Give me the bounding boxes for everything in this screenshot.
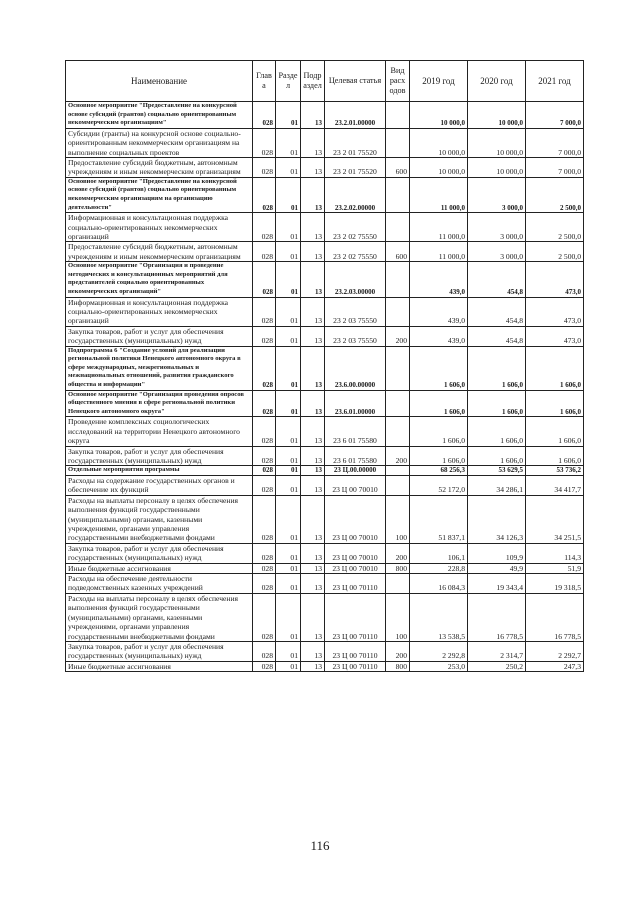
table-row (66, 417, 584, 446)
row-name-cell: Основное мероприятие "Организация и проведение методических и консультационных мероприятий для представителей социально ориентированных некоммерческих организаций" (66, 262, 253, 297)
row-2020-cell: 250,2 (468, 661, 526, 671)
row-name-cell: Информационная и консультационная поддержка социально-ориентированных некоммерческих организаций (66, 297, 253, 326)
header-2021: 2021 год (526, 61, 584, 102)
row-razdel-cell: 01 (276, 476, 301, 496)
table-row (66, 661, 584, 671)
row-2021-cell: 7 000,0 (526, 102, 584, 129)
row-target-cell: 23 2 01 75520 (325, 158, 386, 178)
row-glava-cell: 028 (253, 661, 276, 671)
table-row (66, 177, 584, 212)
row-podrazdel-cell: 13 (301, 574, 325, 594)
row-podrazdel-cell: 13 (301, 641, 325, 661)
row-2021-cell: 2 500,0 (526, 242, 584, 262)
row-target-cell: 23 Ц 00 70110 (325, 593, 386, 641)
row-2021-cell: 16 778,5 (526, 593, 584, 641)
row-2020-cell: 3 000,0 (468, 213, 526, 242)
row-name-cell: Отдельные мероприятия программы (66, 466, 253, 476)
row-razdel-cell: 01 (276, 495, 301, 543)
row-2019-cell: 10 000,0 (410, 158, 468, 178)
row-2019-cell: 11 000,0 (410, 177, 468, 212)
row-target-cell: 23.2.03.00000 (325, 262, 386, 297)
row-2019-cell: 253,0 (410, 661, 468, 671)
row-2021-cell: 473,0 (526, 262, 584, 297)
row-name-cell: Субсидии (гранты) на конкурсной основе социально-ориентированным некоммерческим организациям на выполнение социальных проектов (66, 128, 253, 157)
row-glava-cell: 028 (253, 177, 276, 212)
table-header-row (66, 61, 584, 102)
row-2021-cell: 1 606,0 (526, 417, 584, 446)
row-podrazdel-cell: 13 (301, 390, 325, 417)
row-2021-cell: 2 500,0 (526, 213, 584, 242)
row-2021-cell: 34 417,7 (526, 476, 584, 496)
row-2019-cell: 13 538,5 (410, 593, 468, 641)
row-target-cell: 23.2.02.00000 (325, 177, 386, 212)
row-2020-cell: 109,9 (468, 543, 526, 563)
row-target-cell: 23 2 03 75550 (325, 297, 386, 326)
row-2019-cell: 10 000,0 (410, 128, 468, 157)
row-2019-cell: 51 837,1 (410, 495, 468, 543)
row-glava-cell: 028 (253, 213, 276, 242)
row-2020-cell: 2 314,7 (468, 641, 526, 661)
header-glava: Глав а (253, 61, 276, 102)
row-2021-cell: 19 318,5 (526, 574, 584, 594)
row-2021-cell: 2 500,0 (526, 177, 584, 212)
row-podrazdel-cell: 13 (301, 242, 325, 262)
row-2020-cell: 1 606,0 (468, 390, 526, 417)
row-razdel-cell: 01 (276, 158, 301, 178)
row-2019-cell: 106,1 (410, 543, 468, 563)
row-target-cell: 23 2 01 75520 (325, 128, 386, 157)
row-podrazdel-cell: 13 (301, 128, 325, 157)
row-2021-cell: 53 736,2 (526, 466, 584, 476)
row-2019-cell: 1 606,0 (410, 417, 468, 446)
row-glava-cell: 028 (253, 574, 276, 594)
row-2020-cell: 10 000,0 (468, 102, 526, 129)
table-row (66, 495, 584, 543)
row-glava-cell: 028 (253, 641, 276, 661)
table-body (66, 102, 584, 672)
row-vid-cell (386, 297, 410, 326)
row-2019-cell: 1 606,0 (410, 346, 468, 390)
row-name-cell: Основное мероприятие "Предоставление на конкурсной основе субсидий (грантов) социально ориентированным некоммерческим организациям на организацию деятельности" (66, 177, 253, 212)
row-podrazdel-cell: 13 (301, 543, 325, 563)
table-row (66, 476, 584, 496)
row-vid-cell: 800 (386, 661, 410, 671)
row-glava-cell: 028 (253, 242, 276, 262)
table-row (66, 390, 584, 417)
table-row (66, 297, 584, 326)
row-2021-cell: 473,0 (526, 297, 584, 326)
row-2020-cell: 49,9 (468, 563, 526, 573)
row-glava-cell: 028 (253, 326, 276, 346)
row-2021-cell: 247,3 (526, 661, 584, 671)
row-2019-cell: 228,8 (410, 563, 468, 573)
table-row (66, 346, 584, 390)
row-vid-cell (386, 574, 410, 594)
row-2021-cell: 51,9 (526, 563, 584, 573)
row-2020-cell: 10 000,0 (468, 158, 526, 178)
table-row (66, 262, 584, 297)
row-podrazdel-cell: 13 (301, 446, 325, 466)
row-2019-cell: 11 000,0 (410, 242, 468, 262)
row-razdel-cell: 01 (276, 641, 301, 661)
row-2020-cell: 454,8 (468, 262, 526, 297)
row-target-cell: 23 2 02 75550 (325, 213, 386, 242)
header-vid: Вид расх одов (386, 61, 410, 102)
row-podrazdel-cell: 13 (301, 326, 325, 346)
row-2020-cell: 34 286,1 (468, 476, 526, 496)
row-podrazdel-cell: 13 (301, 297, 325, 326)
row-razdel-cell: 01 (276, 661, 301, 671)
row-razdel-cell: 01 (276, 466, 301, 476)
row-razdel-cell: 01 (276, 574, 301, 594)
row-glava-cell: 028 (253, 297, 276, 326)
row-2020-cell: 3 000,0 (468, 177, 526, 212)
row-name-cell: Закупка товаров, работ и услуг для обеспечения государственных (муниципальных) нужд (66, 326, 253, 346)
row-name-cell: Предоставление субсидий бюджетным, автономным учреждениям и иным некоммерческим организациям (66, 242, 253, 262)
header-2019: 2019 год (410, 61, 468, 102)
row-razdel-cell: 01 (276, 446, 301, 466)
table-row (66, 563, 584, 573)
row-glava-cell: 028 (253, 390, 276, 417)
row-target-cell: 23 Ц 00 70010 (325, 543, 386, 563)
row-razdel-cell: 01 (276, 213, 301, 242)
row-name-cell: Закупка товаров, работ и услуг для обеспечения государственных (муниципальных) нужд (66, 446, 253, 466)
row-2020-cell: 1 606,0 (468, 446, 526, 466)
row-name-cell: Расходы на обеспечение деятельности подведомственных казенных учреждений (66, 574, 253, 594)
table-row (66, 158, 584, 178)
row-2019-cell: 439,0 (410, 297, 468, 326)
row-vid-cell (386, 466, 410, 476)
row-2021-cell: 473,0 (526, 326, 584, 346)
row-glava-cell: 028 (253, 128, 276, 157)
row-2021-cell: 1 606,0 (526, 446, 584, 466)
row-target-cell: 23 Ц 00 70110 (325, 574, 386, 594)
row-podrazdel-cell: 13 (301, 177, 325, 212)
table-row (66, 641, 584, 661)
row-glava-cell: 028 (253, 543, 276, 563)
row-podrazdel-cell: 13 (301, 158, 325, 178)
row-2021-cell: 34 251,5 (526, 495, 584, 543)
row-vid-cell (386, 262, 410, 297)
row-name-cell: Подпрограмма 6 "Создание условий для реализации региональной политики Ненецкого автономного округа в сфере международных, межрегиональных и межнациональных отношений, развития гражданского общества и информации" (66, 346, 253, 390)
row-target-cell: 23 2 02 75550 (325, 242, 386, 262)
row-name-cell: Информационная и консультационная поддержка социально-ориентированных некоммерческих организаций (66, 213, 253, 242)
row-target-cell: 23 Ц 00 70110 (325, 661, 386, 671)
row-2020-cell: 1 606,0 (468, 417, 526, 446)
header-2020: 2020 год (468, 61, 526, 102)
row-2020-cell: 53 629,5 (468, 466, 526, 476)
row-razdel-cell: 01 (276, 102, 301, 129)
row-target-cell: 23 2 03 75550 (325, 326, 386, 346)
row-podrazdel-cell: 13 (301, 346, 325, 390)
row-glava-cell: 028 (253, 495, 276, 543)
row-vid-cell: 800 (386, 563, 410, 573)
row-2021-cell: 1 606,0 (526, 346, 584, 390)
row-glava-cell: 028 (253, 262, 276, 297)
row-vid-cell: 200 (386, 543, 410, 563)
row-target-cell: 23.6.00.00000 (325, 346, 386, 390)
row-razdel-cell: 01 (276, 346, 301, 390)
row-2019-cell: 16 084,3 (410, 574, 468, 594)
row-2019-cell: 68 256,3 (410, 466, 468, 476)
table-row (66, 574, 584, 594)
row-2020-cell: 1 606,0 (468, 346, 526, 390)
row-razdel-cell: 01 (276, 417, 301, 446)
row-name-cell: Расходы на выплаты персоналу в целях обеспечения выполнения функций государственными (муниципальными) органами, казенными учреждениями, органами управления государственными внебюджетными фондами (66, 495, 253, 543)
table-row (66, 466, 584, 476)
row-2019-cell: 1 606,0 (410, 390, 468, 417)
row-razdel-cell: 01 (276, 297, 301, 326)
row-name-cell: Расходы на выплаты персоналу в целях обеспечения выполнения функций государственными (муниципальными) органами, казенными учреждениями, органами управления государственными внебюджетными фондами (66, 593, 253, 641)
row-podrazdel-cell: 13 (301, 661, 325, 671)
row-vid-cell: 100 (386, 593, 410, 641)
row-razdel-cell: 01 (276, 563, 301, 573)
row-glava-cell: 028 (253, 417, 276, 446)
row-vid-cell (386, 390, 410, 417)
row-razdel-cell: 01 (276, 128, 301, 157)
row-name-cell: Основное мероприятие "Организация проведения опросов общественного мнения в сфере региональной политики Ненецкого автономного округа" (66, 390, 253, 417)
row-glava-cell: 028 (253, 563, 276, 573)
row-vid-cell (386, 213, 410, 242)
row-podrazdel-cell: 13 (301, 593, 325, 641)
row-podrazdel-cell: 13 (301, 262, 325, 297)
row-glava-cell: 028 (253, 158, 276, 178)
table-row (66, 543, 584, 563)
row-2021-cell: 1 606,0 (526, 390, 584, 417)
row-podrazdel-cell: 13 (301, 417, 325, 446)
row-2020-cell: 19 343,4 (468, 574, 526, 594)
row-razdel-cell: 01 (276, 262, 301, 297)
row-2021-cell: 114,3 (526, 543, 584, 563)
row-name-cell: Расходы на содержание государственных органов и обеспечение их функций (66, 476, 253, 496)
row-vid-cell (386, 476, 410, 496)
row-name-cell: Предоставление субсидий бюджетным, автономным учреждениям и иным некоммерческим организациям (66, 158, 253, 178)
table-row (66, 242, 584, 262)
row-podrazdel-cell: 13 (301, 476, 325, 496)
row-2019-cell: 11 000,0 (410, 213, 468, 242)
row-name-cell: Проведение комплексных социологических исследований на территории Ненецкого автономного округа (66, 417, 253, 446)
document-page (65, 60, 583, 672)
row-glava-cell: 028 (253, 446, 276, 466)
row-target-cell: 23.6.01.00000 (325, 390, 386, 417)
row-razdel-cell: 01 (276, 390, 301, 417)
row-name-cell: Иные бюджетные ассигнования (66, 563, 253, 573)
row-2019-cell: 2 292,8 (410, 641, 468, 661)
row-razdel-cell: 01 (276, 242, 301, 262)
row-2020-cell: 454,8 (468, 326, 526, 346)
row-razdel-cell: 01 (276, 543, 301, 563)
table-row (66, 102, 584, 129)
row-2019-cell: 1 606,0 (410, 446, 468, 466)
row-target-cell: 23 Ц.00.00000 (325, 466, 386, 476)
row-2020-cell: 10 000,0 (468, 128, 526, 157)
row-vid-cell: 200 (386, 326, 410, 346)
row-glava-cell: 028 (253, 593, 276, 641)
row-glava-cell: 028 (253, 476, 276, 496)
table-row (66, 593, 584, 641)
row-vid-cell (386, 102, 410, 129)
row-vid-cell: 200 (386, 641, 410, 661)
row-2021-cell: 7 000,0 (526, 128, 584, 157)
row-target-cell: 23 Ц 00 70010 (325, 563, 386, 573)
budget-table (65, 60, 584, 672)
row-vid-cell: 200 (386, 446, 410, 466)
row-vid-cell (386, 346, 410, 390)
row-2021-cell: 2 292,7 (526, 641, 584, 661)
row-target-cell: 23.2.01.00000 (325, 102, 386, 129)
page-number: 116 (310, 838, 330, 853)
header-target: Целевая статья (325, 61, 386, 102)
row-name-cell: Иные бюджетные ассигнования (66, 661, 253, 671)
row-name-cell: Основное мероприятие "Предоставление на конкурсной основе субсидий (грантов) социально ориентированным некоммерческим организациям" (66, 102, 253, 129)
table-row (66, 326, 584, 346)
row-razdel-cell: 01 (276, 593, 301, 641)
row-name-cell: Закупка товаров, работ и услуг для обеспечения государственных (муниципальных) нужд (66, 543, 253, 563)
table-row (66, 213, 584, 242)
row-target-cell: 23 Ц 00 70010 (325, 495, 386, 543)
row-2019-cell: 10 000,0 (410, 102, 468, 129)
row-2020-cell: 16 778,5 (468, 593, 526, 641)
row-target-cell: 23 Ц 00 70110 (325, 641, 386, 661)
row-target-cell: 23 6 01 75580 (325, 446, 386, 466)
row-target-cell: 23 6 01 75580 (325, 417, 386, 446)
row-vid-cell: 600 (386, 242, 410, 262)
row-2019-cell: 439,0 (410, 326, 468, 346)
row-razdel-cell: 01 (276, 326, 301, 346)
row-vid-cell (386, 128, 410, 157)
row-podrazdel-cell: 13 (301, 495, 325, 543)
row-glava-cell: 028 (253, 102, 276, 129)
header-name: Наименование (66, 61, 253, 102)
row-podrazdel-cell: 13 (301, 563, 325, 573)
table-row (66, 446, 584, 466)
header-razdel: Разде л (276, 61, 301, 102)
row-razdel-cell: 01 (276, 177, 301, 212)
table-row (66, 128, 584, 157)
row-vid-cell (386, 177, 410, 212)
row-2019-cell: 439,0 (410, 262, 468, 297)
header-podrazdel: Подр аздел (301, 61, 325, 102)
row-vid-cell (386, 417, 410, 446)
row-2020-cell: 454,8 (468, 297, 526, 326)
row-podrazdel-cell: 13 (301, 213, 325, 242)
row-podrazdel-cell: 13 (301, 466, 325, 476)
row-2019-cell: 52 172,0 (410, 476, 468, 496)
row-target-cell: 23 Ц 00 70010 (325, 476, 386, 496)
row-glava-cell: 028 (253, 466, 276, 476)
row-name-cell: Закупка товаров, работ и услуг для обеспечения государственных (муниципальных) нужд (66, 641, 253, 661)
row-2021-cell: 7 000,0 (526, 158, 584, 178)
row-podrazdel-cell: 13 (301, 102, 325, 129)
row-glava-cell: 028 (253, 346, 276, 390)
row-vid-cell: 600 (386, 158, 410, 178)
row-2020-cell: 3 000,0 (468, 242, 526, 262)
row-vid-cell: 100 (386, 495, 410, 543)
row-2020-cell: 34 126,3 (468, 495, 526, 543)
